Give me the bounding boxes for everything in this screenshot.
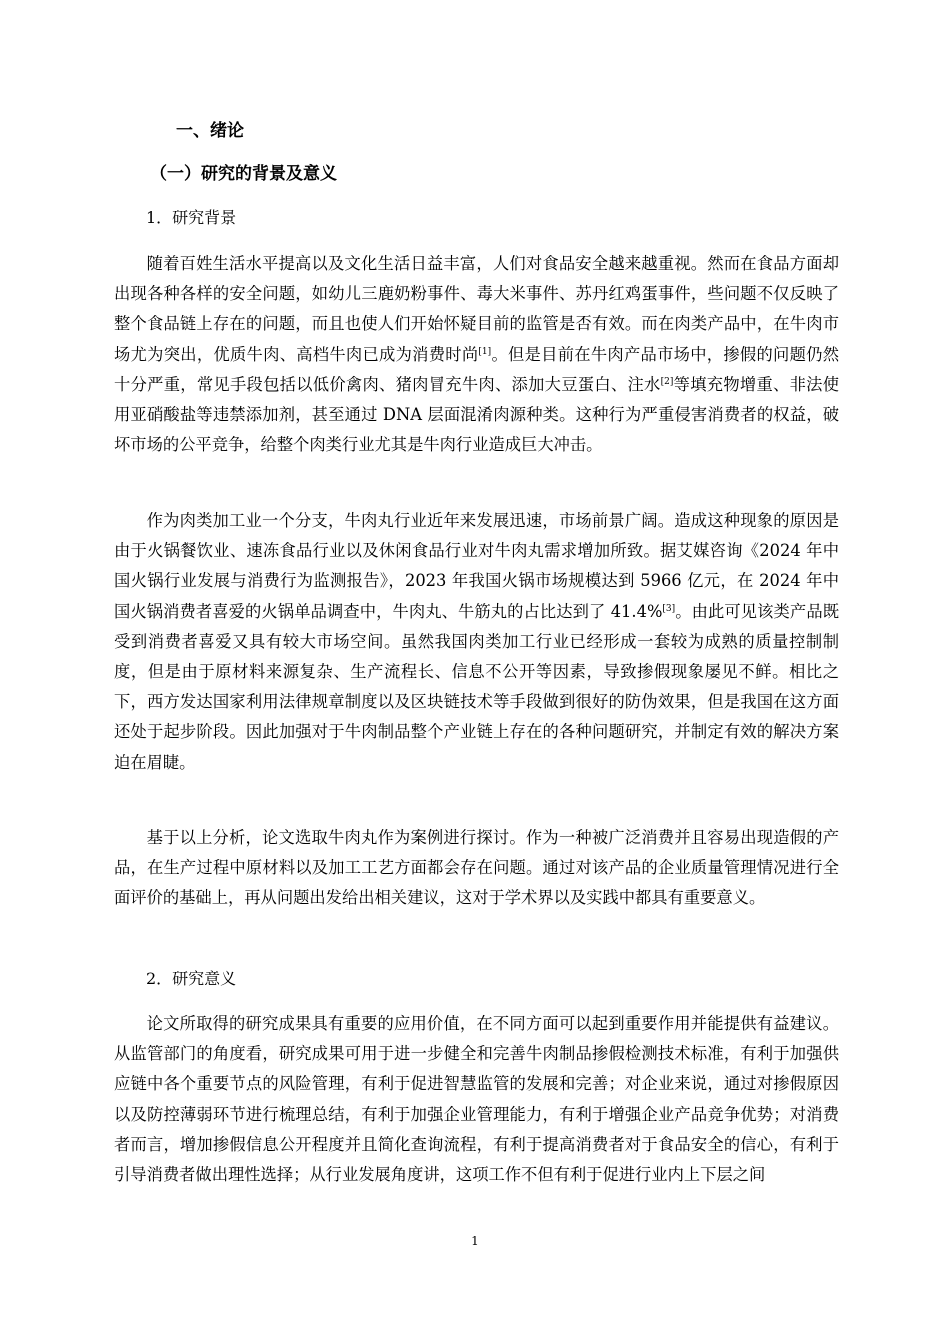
chapter-heading: 一、绪论 xyxy=(176,121,244,141)
subsection-heading-significance: 2．研究意义 xyxy=(146,969,237,988)
page-number: 1 xyxy=(471,1234,479,1248)
paragraph-text: 随着百姓生活水平提高以及文化生活日益丰富，人们对食品安全越来越重视。然而在食品方面却出现各种各样的安全问题，如幼儿三鹿奶粉事件、毒大米事件、苏丹红鸡蛋事件，些问题不仅反映了整个食品链上存在的问题，而且也使人们开始怀疑目前的监管是否有效。而在肉类产品中，在牛肉市场尤为突出，优质牛肉、高档牛肉已成为消费时尚 xyxy=(114,254,839,364)
paragraph-significance: 论文所取得的研究成果具有重要的应用价值，在不同方面可以起到重要作用并能提供有益建议。从监管部门的角度看，研究成果可用于进一步健全和完善牛肉制品掺假检测技术标准，有利于加强供应链中各个重要节点的风险管理，有利于促进智慧监管的发展和完善；对企业来说，通过对掺假原因以及防控薄弱环节进行梳理总结，有利于加强企业管理能力，有利于增强企业产品竞争优势；对消费者而言，增加掺假信息公开程度并且简化查询流程，有利于提高消费者对于食品安全的信心，有利于引导消费者做出理性选择；从行业发展角度讲，这项工作不但有利于促进行业内上下层之间 xyxy=(114,1014,839,1185)
section-heading: （一）研究的背景及意义 xyxy=(150,164,337,184)
paragraph-text: 。但是目前在牛肉产品市场中，掺假的问题仍然十分严重，常见手段包括以低价禽肉、猪肉冒充牛肉、添加大豆蛋白、注水 xyxy=(114,344,839,394)
paragraph-text: 。由此可见该类产品既受到消费者喜爱又具有较大市场空间。虽然我国肉类加工行业已经形成一套较为成熟的质量控制制度，但是由于原材料来源复杂、生产流程长、信息不公开等因素，导致掺假现象屡见不鲜。相比之下，西方发达国家利用法律规章制度以及区块链技术等手段做到很好的防伪效果，但是我国在这方面还处于起步阶段。因此加强对于牛肉制品整个产业链上存在的各种问题研究，并制定有效的解决方案迫在眉睫。 xyxy=(114,601,839,772)
paragraph-background-1 xyxy=(114,249,839,460)
paragraph-text: 作为肉类加工业一个分支，牛肉丸行业近年来发展迅速，市场前景广阔。造成这种现象的原因是由于火锅餐饮业、速冻食品行业以及休闲食品行业对牛肉丸需求增加所致。据艾媒咨询《2024 年中国火锅行业发展与消费行为监测报告》，2023 年我国火锅市场规模达到 5966 亿元，在 2024 年中国火锅消费者喜爱的火锅单品调查中，牛肉丸、牛筋丸的占比达到了 41.4% xyxy=(114,511,839,621)
paragraph-background-3: 基于以上分析，论文选取牛肉丸作为案例进行探讨。作为一种被广泛消费并且容易出现造假的产品，在生产过程中原材料以及加工工艺方面都会存在问题。通过对该产品的企业质量管理情况进行全面评价的基础上，再从问题出发给出相关建议，这对于学术界以及实践中都具有重要意义。 xyxy=(114,828,839,908)
citation-ref-3: [3] xyxy=(662,603,676,614)
subsection-heading-background: 1．研究背景 xyxy=(146,208,237,227)
citation-ref-2: [2] xyxy=(660,376,674,387)
citation-ref-1: [1] xyxy=(478,346,492,357)
paragraph-background-2 xyxy=(114,506,839,778)
paragraph-text: 等填充物增重、非法使用亚硝酸盐等违禁添加剂，甚至通过 DNA 层面混淆肉源种类。这种行为严重侵害消费者的权益，破坏市场的公平竞争，给整个肉类行业尤其是牛肉行业造成巨大冲击。 xyxy=(114,374,839,455)
